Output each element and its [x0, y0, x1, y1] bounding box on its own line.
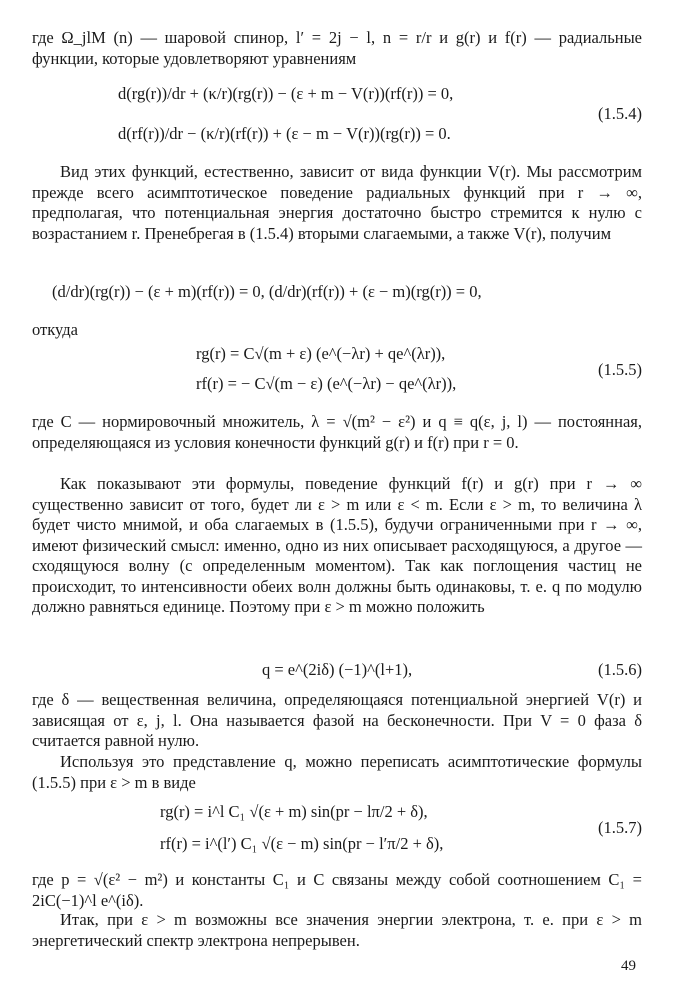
- paragraph-phase: где δ — вещественная величина, определяющаяся потенциальной энергией V(r) и зависящая от ε, j, l. Она называется фазой на бесконечности. При V = 0 фаза δ считается равной нулю.: [32, 690, 642, 750]
- equation-1-5-7-line2: rf(r) = i^(l′) C₁ √(ε − m) sin(pr − l′π/2 + δ),: [160, 834, 444, 853]
- paragraph-constants: где p = √(ε² − m²) и константы C₁ и C связаны между собой соотношением C₁ = 2iC(−1)^l e^(iδ).: [32, 870, 642, 910]
- paragraph-radial-asymptotics: Вид этих функций, естественно, зависит от вида функции V(r). Мы рассмотрим прежде всего асимптотическое поведение радиальных функций при r → ∞, предполагая, что потенциальная энергия достаточно быстро стремится к нулю с возрастанием r. Пренебрегая в (1.5.4) вторыми слагаемыми, а также V(r), получим: [32, 162, 642, 243]
- intro-paragraph: где Ω_jlM (n) — шаровой спинор, l′ = 2j − l, n = r/r и g(r) и f(r) — радиальные функции, которые удовлетворяют уравнениям: [32, 28, 642, 68]
- equation-number-1-5-4: (1.5.4): [598, 104, 642, 123]
- equation-1-5-4-line2: d(rf(r))/dr − (κ/r)(rf(r)) + (ε − m − V(r))(rg(r)) = 0.: [118, 124, 451, 143]
- equation-number-1-5-6: (1.5.6): [598, 660, 642, 679]
- paragraph-continuous-spectrum: Итак, при ε > m возможны все значения энергии электрона, т. е. при ε > m энергетический спектр электрона непрерывен.: [32, 910, 642, 950]
- word-otkuda: откуда: [32, 320, 78, 339]
- equation-1-5-4-line1: d(rg(r))/dr + (κ/r)(rg(r)) − (ε + m − V(r))(rf(r)) = 0,: [118, 84, 454, 103]
- equation-number-1-5-7: (1.5.7): [598, 818, 642, 837]
- page-number: 49: [621, 958, 636, 974]
- paragraph-normalization: где C — нормировочный множитель, λ = √(m² − ε²) и q ≡ q(ε, j, l) — постоянная, определяющаяся из условия конечности функций g(r) и f(r) при r = 0.: [32, 412, 642, 452]
- equation-asymptotic-system: (d/dr)(rg(r)) − (ε + m)(rf(r)) = 0, (d/dr)(rf(r)) + (ε − m)(rg(r)) = 0,: [52, 282, 482, 301]
- equation-1-5-6: q = e^(2iδ) (−1)^(l+1),: [262, 660, 413, 679]
- equation-1-5-5-line2: rf(r) = − C√(m − ε) (e^(−λr) − qe^(λr)),: [196, 374, 457, 393]
- equation-1-5-5-line1: rg(r) = C√(m + ε) (e^(−λr) + qe^(λr)),: [196, 344, 446, 363]
- paragraph-representation: Используя это представление q, можно переписать асимптотические формулы (1.5.5) при ε > m в виде: [32, 752, 642, 792]
- equation-1-5-7-line1: rg(r) = i^l C₁ √(ε + m) sin(pr − lπ/2 + δ),: [160, 802, 428, 821]
- paragraph-behavior: Как показывают эти формулы, поведение функций f(r) и g(r) при r → ∞ существенно зависит от того, будет ли ε > m или ε < m. Если ε > m, то величина λ будет чисто мнимой, и оба слагаемых в (1.5.5), будучи ограниченными при r → ∞, имеют физический смысл: именно, одно из них описывает расходящуюся, а другое — сходящуюся волну (с определенным моментом). Так как поглощения частиц не происходит, то интенсивности обеих волн должны быть одинаковы, т. е. q по модулю должно равняться единице. Поэтому при ε > m можно положить: [32, 474, 642, 616]
- equation-number-1-5-5: (1.5.5): [598, 360, 642, 379]
